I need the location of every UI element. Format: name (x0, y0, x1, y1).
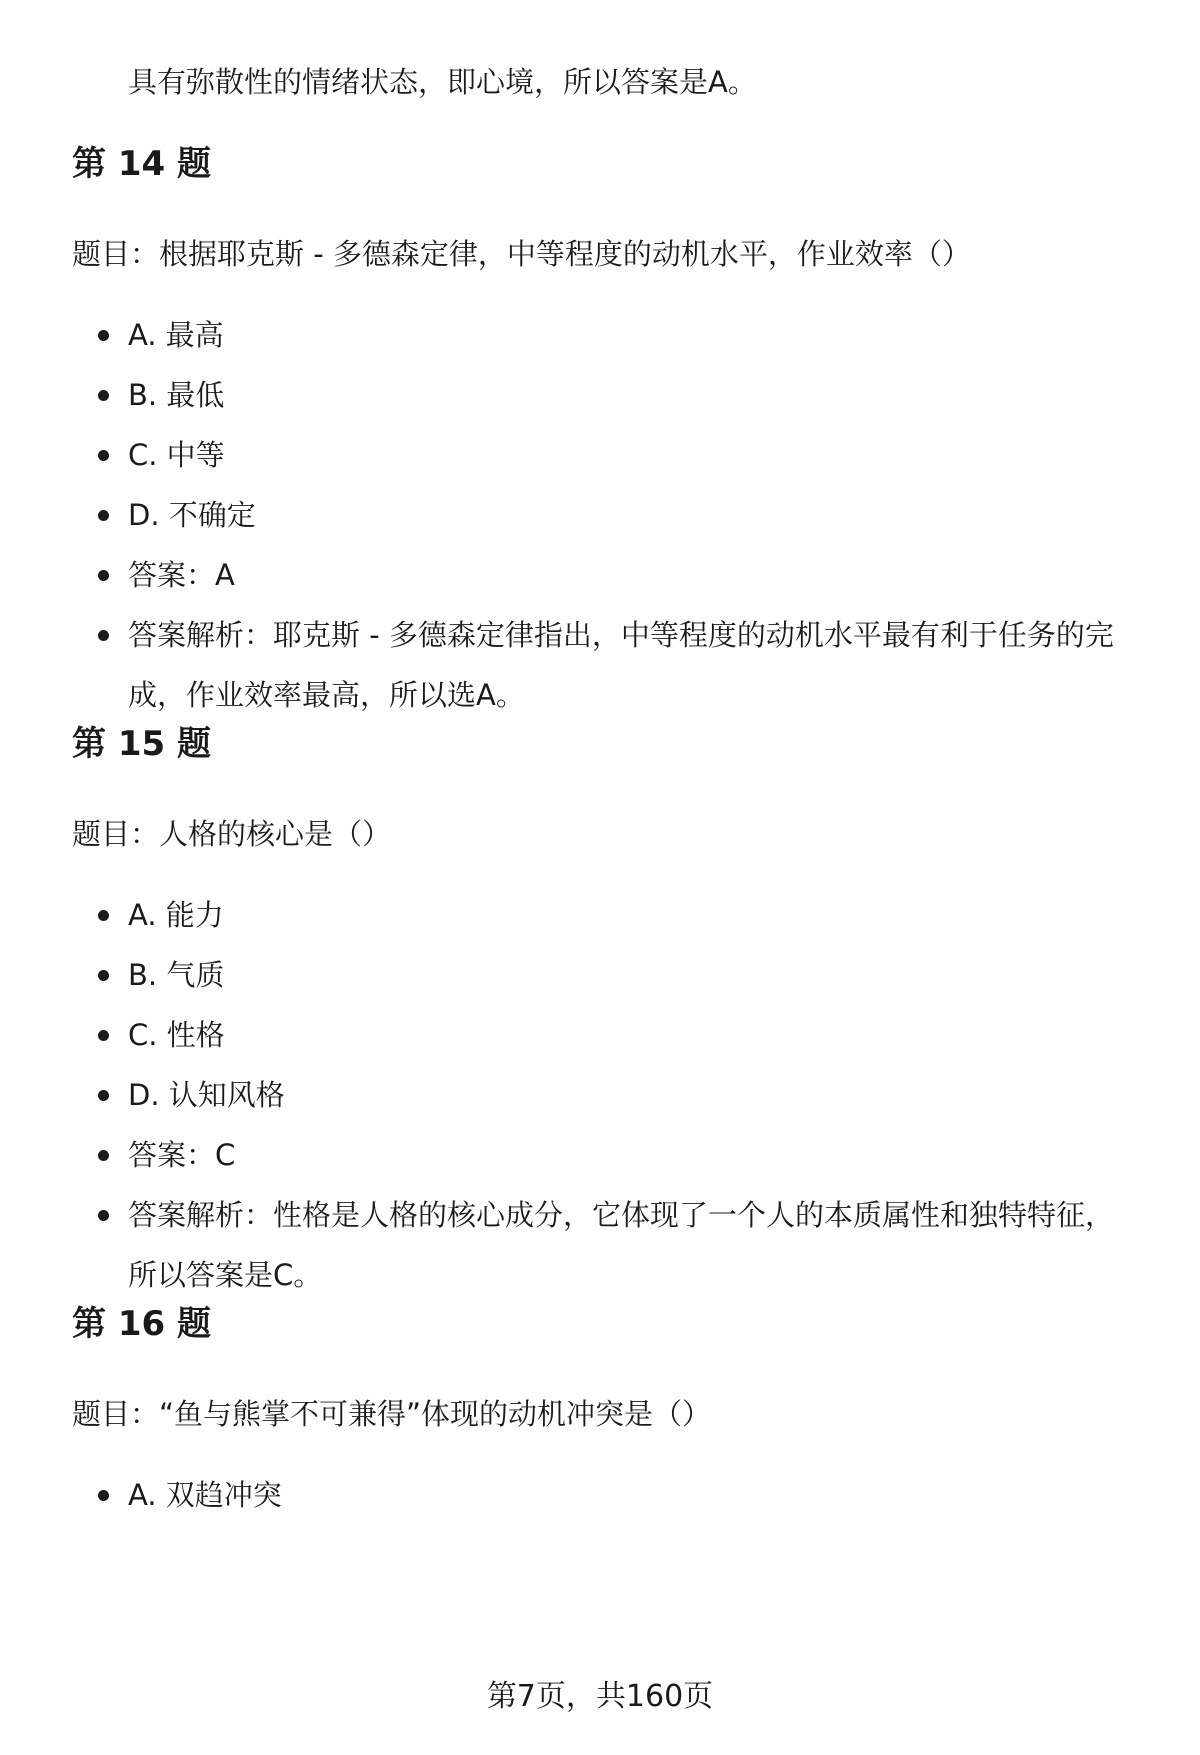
explanation-item (0, 605, 1200, 725)
explanation-text: 答案解析：耶克斯 - 多德森定律指出，中等程度的动机水平最有利于任务的完成，作业效率最高，所以选A。 (128, 618, 1114, 712)
option-item (0, 425, 1200, 485)
option-list (0, 1465, 1200, 1525)
option-item (0, 1465, 1200, 1525)
option-item (0, 305, 1200, 365)
bullet-icon (98, 570, 109, 581)
bullet-icon (98, 1490, 109, 1501)
answer-item (0, 545, 1200, 605)
option-list (0, 885, 1200, 1305)
answer-item (0, 1125, 1200, 1185)
option-item (0, 1065, 1200, 1125)
option-item (0, 945, 1200, 1005)
bullet-icon (98, 390, 109, 401)
answer-text: 答案：C (128, 1138, 236, 1172)
bullet-icon (98, 630, 109, 641)
option-text: D. 不确定 (128, 498, 256, 532)
option-text: D. 认知风格 (128, 1078, 285, 1112)
explanation-text: 答案解析：性格是人格的核心成分，它体现了一个人的本质属性和独特特征，所以答案是C。 (128, 1198, 1115, 1292)
bullet-icon (98, 1210, 109, 1221)
bullet-icon (98, 910, 109, 921)
option-item (0, 485, 1200, 545)
question-prompt: 题目：根据耶克斯 - 多德森定律，中等程度的动机水平，作业效率（） (72, 237, 971, 271)
option-text: C. 中等 (128, 438, 225, 472)
option-text: C. 性格 (128, 1018, 225, 1052)
option-text: A. 双趋冲突 (128, 1478, 282, 1512)
option-text: A. 最高 (128, 318, 224, 352)
carryover-explanation: 具有弥散性的情绪状态，即心境，所以答案是A。 (128, 65, 757, 99)
option-text: A. 能力 (128, 898, 224, 932)
bullet-icon (98, 1150, 109, 1161)
bullet-icon (98, 1090, 109, 1101)
option-item (0, 365, 1200, 425)
option-list (0, 305, 1200, 725)
question-heading: 第 15 题 (72, 724, 211, 764)
bullet-icon (98, 330, 109, 341)
bullet-icon (98, 450, 109, 461)
option-text: B. 最低 (128, 378, 225, 412)
bullet-icon (98, 510, 109, 521)
bullet-icon (98, 1030, 109, 1041)
bullet-icon (98, 970, 109, 981)
question-prompt: 题目：人格的核心是（） (72, 817, 392, 851)
question-prompt: 题目：“鱼与熊掌不可兼得”体现的动机冲突是（） (72, 1397, 712, 1431)
question-heading: 第 14 题 (72, 144, 211, 184)
question-heading: 第 16 题 (72, 1304, 211, 1344)
option-item (0, 1005, 1200, 1065)
option-item (0, 885, 1200, 945)
option-text: B. 气质 (128, 958, 225, 992)
explanation-item (0, 1185, 1200, 1305)
page-number-footer: 第7页，共160页 (486, 1679, 714, 1714)
answer-text: 答案：A (128, 558, 235, 592)
